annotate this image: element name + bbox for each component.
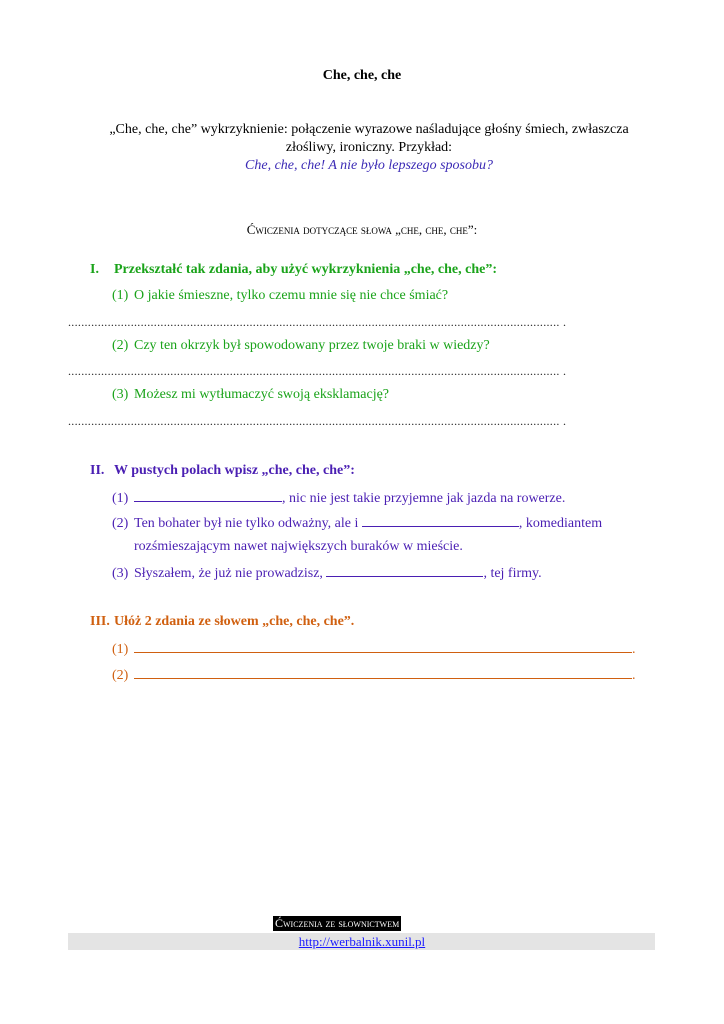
section-1-item-3 — [112, 387, 389, 403]
item-text: . — [632, 668, 636, 683]
item-number: (1) — [112, 491, 129, 506]
footer-link[interactable]: http://werbalnik.xunil.pl — [298, 934, 426, 949]
section-1-heading — [90, 262, 497, 278]
section-1-title: Przekształć tak zdania, aby użyć wykrzyknienia „che, che, che”: — [114, 262, 498, 277]
item-text: Możesz mi wytłumaczyć swoją eksklamację? — [134, 387, 390, 402]
item-number: (1) — [112, 288, 129, 303]
item-text: . — [632, 642, 636, 657]
section-2-title: W pustych polach wpisz „che, che, che”: — [114, 463, 355, 478]
item-number: (3) — [112, 566, 129, 581]
section-1-item-1 — [112, 288, 448, 304]
blank-field[interactable] — [134, 489, 282, 502]
section-3-item-1 — [112, 640, 636, 658]
answer-line-1[interactable]: ..................................................................................................................................................... . — [68, 315, 567, 329]
section-3-title: Ułóż 2 zdania ze słowem „che, che, che”. — [114, 614, 355, 629]
item-text: Słyszałem, że już nie prowadzisz, — [134, 566, 327, 581]
blank-field[interactable] — [362, 514, 519, 527]
definition — [86, 121, 652, 175]
sentence-field[interactable] — [134, 640, 632, 653]
item-text: O jakie śmieszne, tylko czemu mnie się nie chce śmiać? — [134, 288, 449, 303]
item-number: (2) — [112, 516, 129, 531]
footer-title: Ćwiczenia ze słownictwem — [275, 916, 400, 930]
blank-field[interactable] — [326, 564, 483, 577]
answer-line-2[interactable]: ..................................................................................................................................................... . — [68, 364, 567, 378]
exercises-heading: Ćwiczenia dotyczące słowa „che, che, che”: — [246, 222, 478, 237]
page-title: Che, che, che — [322, 68, 402, 83]
section-2-item-2 — [112, 514, 602, 532]
item-number: (2) — [112, 338, 129, 353]
definition-text: „Che, che, che” wykrzyknienie: połączenie wyrazowe naśladujące głośny śmiech, zwłaszcza złośliwy, ironiczny. Przykład: — [109, 122, 629, 155]
section-2-heading — [90, 463, 355, 479]
section-3-number: III. — [90, 614, 110, 629]
item-number: (2) — [112, 668, 129, 683]
item-text: Ten bohater był nie tylko odważny, ale i — [134, 516, 362, 531]
item-number: (3) — [112, 387, 129, 402]
section-3-item-2 — [112, 666, 636, 684]
section-2-item-1 — [112, 489, 565, 507]
section-1-item-2 — [112, 338, 490, 354]
section-2-item-2-cont: rozśmieszającym nawet największych buraków w mieście. — [134, 539, 463, 554]
section-2-item-3 — [112, 564, 542, 582]
item-number: (1) — [112, 642, 129, 657]
section-2-number: II. — [90, 463, 105, 478]
section-1-number: I. — [90, 262, 99, 277]
section-3-heading — [90, 614, 354, 630]
item-text: Czy ten okrzyk był spowodowany przez twoje braki w wiedzy? — [134, 338, 490, 353]
sentence-field[interactable] — [134, 666, 632, 679]
item-text: , nic nie jest takie przyjemne jak jazda na rowerze. — [282, 491, 566, 506]
item-text: , tej firmy. — [483, 566, 542, 581]
definition-example: Che, che, che! A nie było lepszego sposobu? — [245, 158, 493, 173]
answer-line-3[interactable]: ..................................................................................................................................................... . — [68, 414, 567, 428]
item-text: , komediantem — [518, 516, 603, 531]
